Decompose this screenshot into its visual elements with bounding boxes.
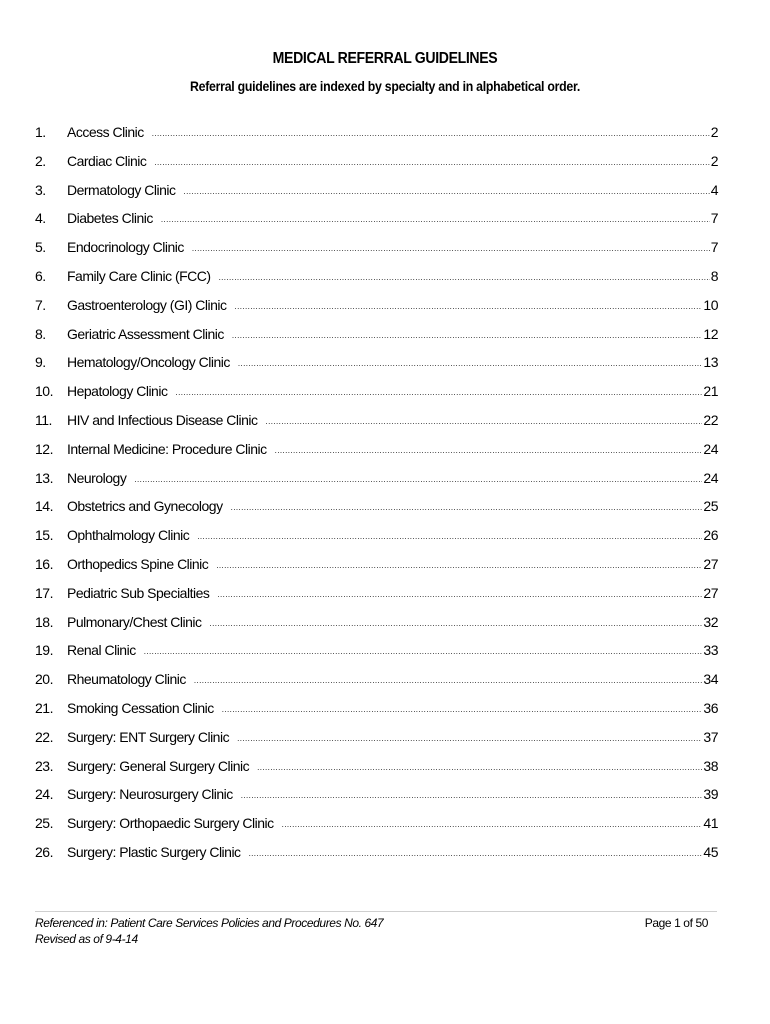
toc-entry-number: 21.: [35, 699, 53, 716]
footer-divider: [35, 911, 717, 912]
toc-entry-label: Neurology: [67, 469, 127, 486]
toc-entry-number: 5.: [35, 239, 46, 256]
toc-entry-label: HIV and Infectious Disease Clinic: [67, 411, 258, 428]
toc-entry-page: 22: [703, 411, 718, 428]
toc-entry-label: Surgery: ENT Surgery Clinic: [67, 728, 230, 745]
toc-entry-label: Endocrinology Clinic: [67, 239, 184, 256]
toc-entry-page: 24: [703, 469, 718, 486]
toc-entry-number: 7.: [35, 296, 46, 313]
toc-entry-page: 8: [710, 267, 718, 284]
toc-entry-page: 37: [703, 728, 718, 745]
toc-entry-page: 2: [710, 124, 718, 140]
toc-entry[interactable]: [35, 550, 718, 579]
toc-entry[interactable]: [35, 838, 718, 867]
page-subtitle: Referral guidelines are indexed by specialty and in alphabetical order.: [189, 78, 581, 94]
toc-entry[interactable]: [35, 233, 718, 262]
toc-entry-number: 14.: [35, 498, 53, 515]
toc-entry-number: 26.: [35, 843, 53, 860]
toc-dot-leader: [237, 735, 702, 743]
toc-dot-leader: [282, 821, 703, 829]
toc-entry[interactable]: [35, 579, 718, 608]
toc-entry[interactable]: [35, 521, 718, 550]
toc-entry-label: Hematology/Oncology Clinic: [67, 354, 230, 371]
toc-entry-number: 6.: [35, 267, 46, 284]
toc-dot-leader: [217, 591, 702, 599]
toc-entry-label: Ophthalmology Clinic: [67, 527, 190, 544]
toc-entry[interactable]: [35, 320, 718, 349]
toc-dot-leader: [210, 620, 703, 628]
toc-entry-number: 12.: [35, 440, 53, 457]
toc-dot-leader: [232, 332, 703, 340]
toc-dot-leader: [152, 130, 710, 138]
toc-entry-label: Orthopedics Spine Clinic: [67, 555, 209, 572]
toc-dot-leader: [197, 533, 702, 541]
toc-entry[interactable]: [35, 204, 718, 233]
toc-entry[interactable]: [35, 176, 718, 205]
toc-entry-page: 32: [703, 613, 718, 630]
toc-dot-leader: [154, 159, 709, 167]
toc-entry[interactable]: [35, 723, 718, 752]
toc-entry-label: Obstetrics and Gynecology: [67, 498, 223, 515]
toc-entry[interactable]: [35, 780, 718, 809]
toc-entry-label: Surgery: General Surgery Clinic: [67, 757, 250, 774]
toc-entry[interactable]: [35, 406, 718, 435]
toc-entry-label: Hepatology Clinic: [67, 383, 168, 400]
toc-entry-number: 22.: [35, 728, 53, 745]
toc-entry[interactable]: [35, 377, 718, 406]
toc-entry-label: Gastroenterology (GI) Clinic: [67, 296, 227, 313]
toc-entry-label: Cardiac Clinic: [67, 152, 147, 169]
toc-entry-label: Diabetes Clinic: [67, 210, 153, 227]
toc-entry-label: Dermatology Clinic: [67, 181, 176, 198]
toc-dot-leader: [216, 562, 702, 570]
toc-entry-page: 7: [710, 239, 718, 256]
toc-dot-leader: [241, 792, 703, 800]
page-number: Page 1 of 50: [644, 916, 708, 930]
toc-dot-leader: [266, 418, 703, 426]
toc-dot-leader: [275, 447, 703, 455]
toc-dot-leader: [231, 504, 703, 512]
toc-entry-page: 12: [703, 325, 718, 342]
toc-entry-page: 33: [703, 642, 718, 659]
toc-entry[interactable]: [35, 435, 718, 464]
toc-entry[interactable]: [35, 665, 718, 694]
toc-entry[interactable]: [35, 694, 718, 723]
toc-entry-page: 4: [710, 181, 718, 198]
toc-entry-label: Access Clinic: [67, 124, 144, 140]
toc-entry-number: 2.: [35, 152, 46, 169]
toc-entry-page: 21: [703, 383, 718, 400]
toc-entry-number: 15.: [35, 527, 53, 544]
toc-entry-page: 7: [710, 210, 718, 227]
toc-dot-leader: [134, 476, 702, 484]
toc-entry[interactable]: [35, 464, 718, 493]
toc-dot-leader: [249, 850, 703, 858]
toc-entry-page: 2: [710, 152, 718, 169]
toc-entry-number: 11.: [35, 411, 52, 428]
toc-entry[interactable]: [35, 147, 718, 176]
toc-entry-number: 23.: [35, 757, 53, 774]
footer-reference: Referenced in: Patient Care Services Policies and Procedures No. 647: [35, 916, 384, 930]
toc-entry-number: 10.: [35, 383, 53, 400]
toc-entry-number: 19.: [35, 642, 53, 659]
footer-revised: Revised as of 9-4-14: [35, 932, 138, 946]
toc-entry[interactable]: [35, 118, 718, 147]
toc-entry-label: Rheumatology Clinic: [67, 671, 186, 688]
toc-entry-page: 41: [703, 815, 718, 832]
toc-dot-leader: [194, 677, 703, 685]
toc-entry-number: 18.: [35, 613, 53, 630]
toc-entry-label: Pulmonary/Chest Clinic: [67, 613, 202, 630]
toc-entry-page: 38: [703, 757, 718, 774]
toc-entry-number: 8.: [35, 325, 46, 342]
toc-entry-number: 17.: [35, 584, 53, 601]
toc-entry[interactable]: [35, 608, 718, 637]
toc-entry[interactable]: [35, 291, 718, 320]
toc-entry-page: 39: [703, 786, 718, 803]
toc-entry-number: 20.: [35, 671, 53, 688]
toc-entry-label: Surgery: Orthopaedic Surgery Clinic: [67, 815, 274, 832]
toc-entry-label: Smoking Cessation Clinic: [67, 699, 214, 716]
toc-entry[interactable]: [35, 752, 718, 781]
toc-entry-page: 34: [703, 671, 718, 688]
page-title: MEDICAL REFERRAL GUIDELINES: [272, 50, 498, 67]
toc-dot-leader: [238, 360, 703, 368]
toc-dot-leader: [144, 648, 703, 656]
toc-entry[interactable]: [35, 492, 718, 521]
toc-entry-page: 10: [703, 296, 718, 313]
toc-dot-leader: [235, 303, 703, 311]
toc-entry-page: 27: [703, 584, 718, 601]
toc-entry-label: Internal Medicine: Procedure Clinic: [67, 440, 267, 457]
toc-entry-page: 27: [703, 555, 718, 572]
toc-entry-number: 1.: [35, 124, 46, 140]
toc-entry-page: 26: [703, 527, 718, 544]
toc-entry-page: 25: [703, 498, 718, 515]
toc-entry-label: Renal Clinic: [67, 642, 136, 659]
toc-dot-leader: [161, 216, 710, 224]
toc-entry-page: 24: [703, 440, 718, 457]
toc-entry-page: 36: [703, 699, 718, 716]
toc-entry-page: 45: [703, 843, 718, 860]
toc-entry-number: 16.: [35, 555, 53, 572]
toc-entry-number: 9.: [35, 354, 46, 371]
toc-dot-leader: [219, 274, 710, 282]
toc-entry[interactable]: [35, 809, 718, 838]
toc-dot-leader: [192, 245, 710, 253]
toc-dot-leader: [257, 764, 702, 772]
toc-entry-label: Surgery: Plastic Surgery Clinic: [67, 843, 241, 860]
toc-entry-label: Geriatric Assessment Clinic: [67, 325, 224, 342]
toc-entry-number: 4.: [35, 210, 46, 227]
toc-entry-label: Pediatric Sub Specialties: [67, 584, 210, 601]
toc-entry[interactable]: [35, 348, 718, 377]
table-of-contents: [35, 118, 718, 867]
toc-entry[interactable]: [35, 262, 718, 291]
toc-dot-leader: [222, 706, 703, 714]
toc-entry-number: 25.: [35, 815, 53, 832]
toc-entry-number: 13.: [35, 469, 53, 486]
toc-entry-page: 13: [703, 354, 718, 371]
toc-entry-label: Family Care Clinic (FCC): [67, 267, 211, 284]
toc-entry[interactable]: [35, 636, 718, 665]
toc-dot-leader: [183, 188, 709, 196]
toc-dot-leader: [175, 389, 702, 397]
toc-entry-number: 24.: [35, 786, 53, 803]
toc-entry-label: Surgery: Neurosurgery Clinic: [67, 786, 233, 803]
toc-entry-number: 3.: [35, 181, 46, 198]
